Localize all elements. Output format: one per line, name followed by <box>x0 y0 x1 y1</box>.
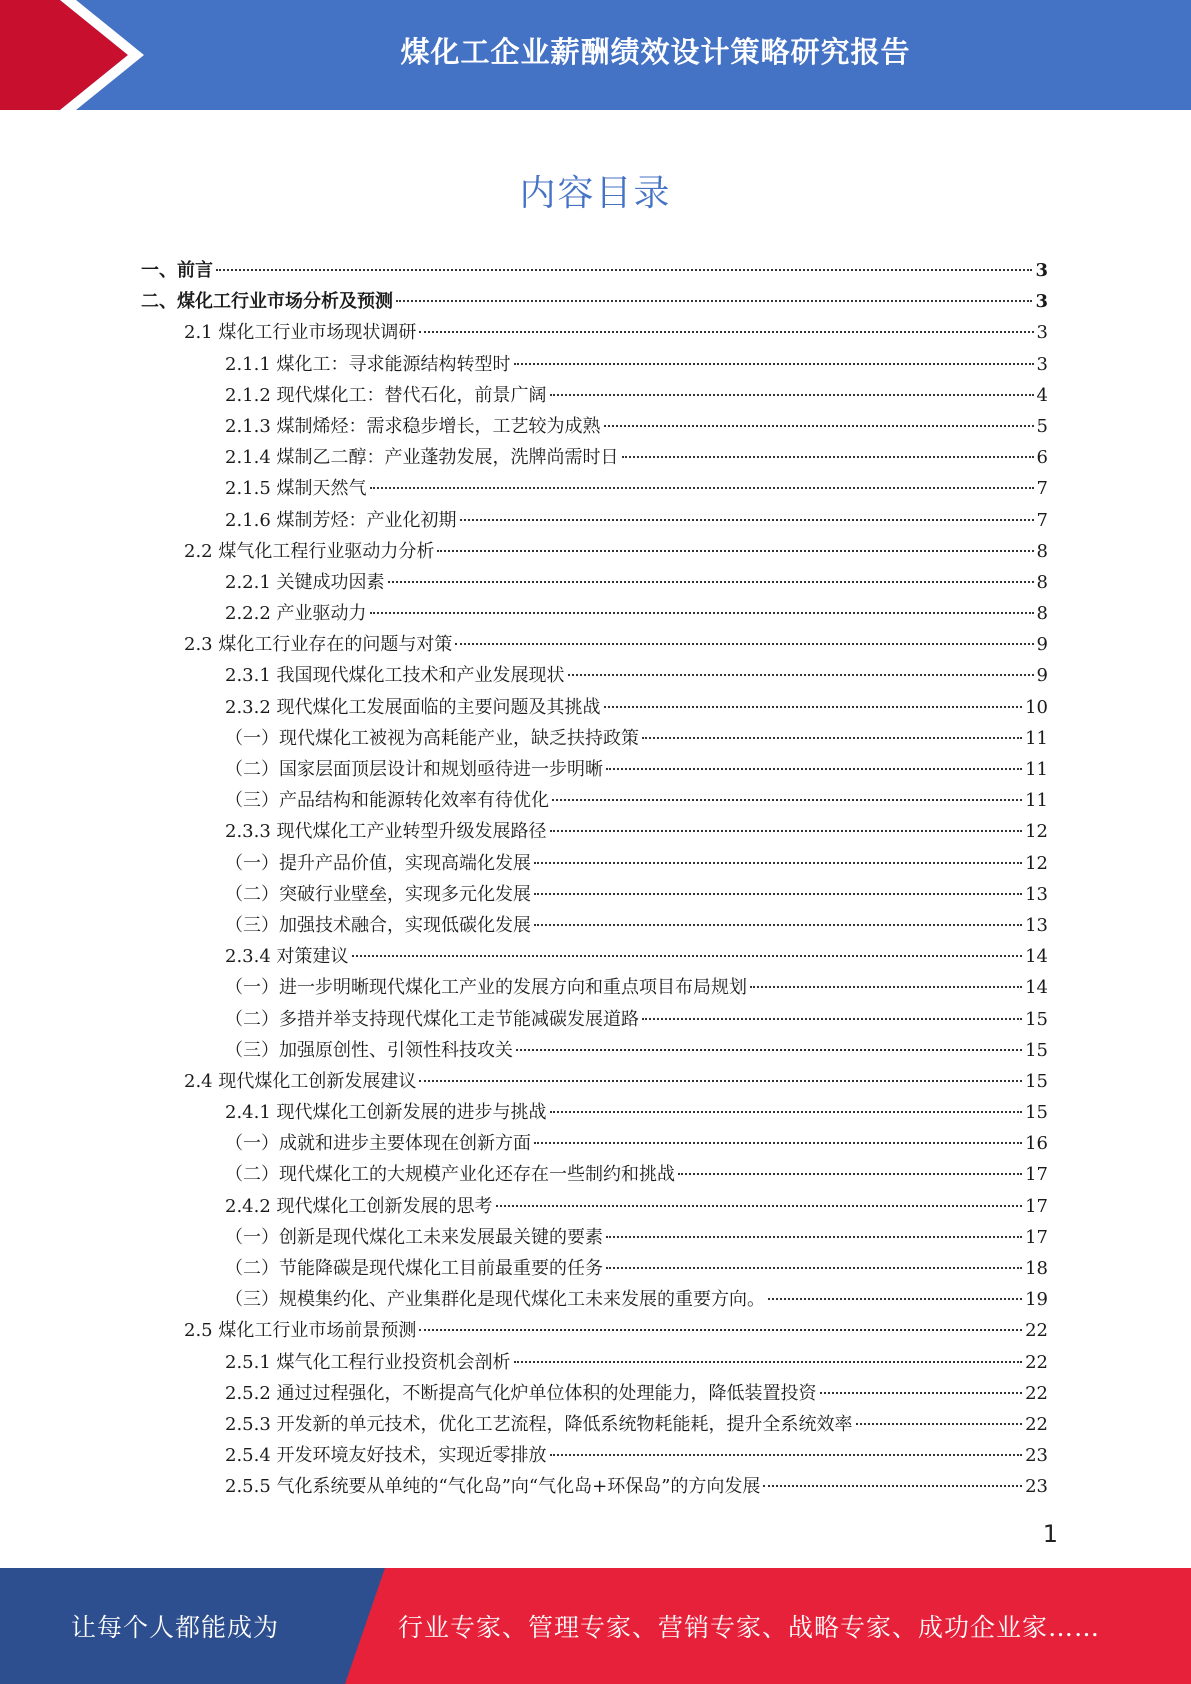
toc-leader-dots <box>642 737 1022 739</box>
toc-entry-label: （二）现代煤化工的大规模产业化还存在一些制约和挑战 <box>225 1164 675 1186</box>
toc-entry-page: 11 <box>1025 727 1048 749</box>
toc-leader-dots <box>622 456 1034 458</box>
toc-entry-label: 2.3.1 我国现代煤化工技术和产业发展现状 <box>225 665 565 687</box>
toc-leader-dots <box>534 862 1022 864</box>
toc-entry[interactable] <box>141 536 1048 567</box>
page-number: 1 <box>1042 1520 1058 1548</box>
toc-entry[interactable] <box>141 1284 1048 1315</box>
toc-entry[interactable] <box>141 1253 1048 1284</box>
toc-entry[interactable] <box>141 1440 1048 1471</box>
toc-entry[interactable] <box>141 910 1048 941</box>
toc-entry[interactable] <box>141 972 1048 1003</box>
toc-leader-dots <box>388 581 1034 583</box>
toc-entry-label: 2.1.6 煤制芳烃：产业化初期 <box>225 509 457 531</box>
toc-entry[interactable] <box>141 1066 1048 1097</box>
toc-leader-dots <box>352 955 1023 957</box>
toc-entry-page: 7 <box>1036 509 1048 531</box>
toc-entry[interactable] <box>141 1097 1048 1128</box>
toc-entry[interactable] <box>141 1409 1048 1440</box>
toc-entry-label: （一）成就和进步主要体现在创新方面 <box>225 1133 531 1155</box>
toc-entry-page: 13 <box>1025 883 1048 905</box>
toc-leader-dots <box>216 269 1032 271</box>
toc-entry-label: 2.4.2 现代煤化工创新发展的思考 <box>225 1195 493 1217</box>
toc-entry[interactable] <box>141 1315 1048 1346</box>
toc-entry-page: 18 <box>1025 1258 1048 1279</box>
toc-entry[interactable] <box>141 660 1048 691</box>
toc-entry-label: 2.2.1 关键成功因素 <box>225 571 385 593</box>
toc-entry[interactable] <box>141 380 1048 411</box>
toc-entry-label: 2.1.3 煤制烯烃：需求稳步增长，工艺较为成熟 <box>225 415 601 437</box>
toc-entry[interactable] <box>141 723 1048 754</box>
toc-entry-page: 8 <box>1036 603 1048 625</box>
toc-entry[interactable] <box>141 941 1048 972</box>
toc-leader-dots <box>604 706 1023 708</box>
toc-entry-page: 3 <box>1036 353 1048 375</box>
toc-entry[interactable] <box>141 692 1048 723</box>
toc-entry-label: 2.3 煤化工行业存在的问题与对策 <box>184 634 453 656</box>
toc-leader-dots <box>534 893 1022 895</box>
toc-leader-dots <box>642 1018 1022 1020</box>
toc-entry-page: 22 <box>1025 1320 1048 1342</box>
toc-leader-dots <box>678 1173 1022 1175</box>
toc-leader-dots <box>606 768 1022 770</box>
toc-entry-page: 6 <box>1036 447 1048 469</box>
toc-leader-dots <box>370 612 1034 614</box>
toc-entry-page: 4 <box>1036 384 1048 406</box>
toc-entry[interactable] <box>141 286 1048 317</box>
toc-entry-label: （三）规模集约化、产业集群化是现代煤化工未来发展的重要方向。 <box>225 1289 765 1311</box>
toc-entry[interactable] <box>141 754 1048 785</box>
toc-entry-label: 一、前言 <box>141 260 213 281</box>
toc-entry[interactable] <box>141 879 1048 910</box>
toc-leader-dots <box>768 1298 1022 1300</box>
toc-entry[interactable] <box>141 505 1048 536</box>
toc-leader-dots <box>568 674 1034 676</box>
toc-entry-label: 2.5.3 开发新的单元技术，优化工艺流程，降低系统物耗能耗，提升全系统效率 <box>225 1413 853 1435</box>
toc-entry-page: 8 <box>1036 540 1048 562</box>
toc-leader-dots <box>419 1080 1022 1082</box>
toc-leader-dots <box>550 830 1023 832</box>
toc-entry-page: 15 <box>1025 1039 1048 1061</box>
toc-entry-label: 2.3.4 对策建议 <box>225 946 349 968</box>
toc-entry-label: 2.4 现代煤化工创新发展建议 <box>184 1070 417 1092</box>
toc-entry-label: 2.2.2 产业驱动力 <box>225 603 367 625</box>
toc-entry-label: 2.5.1 煤气化工程行业投资机会剖析 <box>225 1351 511 1373</box>
toc-entry-label: （一）现代煤化工被视为高耗能产业，缺乏扶持政策 <box>225 727 639 749</box>
toc-entry[interactable] <box>141 629 1048 660</box>
toc-entry[interactable] <box>141 1471 1048 1502</box>
toc-leader-dots <box>856 1423 1023 1425</box>
toc-entry-label: 2.5.2 通过过程强化，不断提高气化炉单位体积的处理能力，降低装置投资 <box>225 1382 817 1404</box>
toc-entry-label: 2.1.2 现代煤化工：替代石化，前景广阔 <box>225 384 547 406</box>
toc-entry-label: （三）加强技术融合，实现低碳化发展 <box>225 914 531 936</box>
toc-entry-page: 12 <box>1025 852 1048 874</box>
toc-entry-page: 15 <box>1025 1008 1048 1030</box>
toc-leader-dots <box>534 924 1022 926</box>
toc-entry[interactable] <box>141 1159 1048 1190</box>
toc-entry-label: 2.5 煤化工行业市场前景预测 <box>184 1320 417 1342</box>
toc-entry[interactable] <box>141 473 1048 504</box>
toc-entry-label: 2.1.4 煤制乙二醇：产业蓬勃发展，洗牌尚需时日 <box>225 447 619 469</box>
toc-entry-page: 13 <box>1025 914 1048 936</box>
toc-entry[interactable] <box>141 411 1048 442</box>
toc-entry-page: 15 <box>1025 1102 1048 1124</box>
toc-heading: 内容目录 <box>519 173 672 214</box>
toc-entry-label: （二）节能降碳是现代煤化工目前最重要的任务 <box>225 1258 603 1279</box>
toc-entry-label: 2.1 煤化工行业市场现状调研 <box>184 322 417 344</box>
table-of-contents <box>141 255 1048 1503</box>
toc-entry-label: 2.1.5 煤制天然气 <box>225 478 367 500</box>
toc-entry[interactable] <box>141 349 1048 380</box>
toc-entry-page: 17 <box>1025 1164 1048 1186</box>
toc-leader-dots <box>550 1111 1023 1113</box>
toc-leader-dots <box>419 331 1033 333</box>
toc-entry[interactable] <box>141 442 1048 473</box>
toc-leader-dots <box>552 799 1022 801</box>
toc-entry-page: 23 <box>1025 1476 1048 1498</box>
toc-leader-dots <box>514 1361 1023 1363</box>
toc-entry-label: 2.5.5 气化系统要从单纯的“气化岛”向“气化岛+环保岛”的方向发展 <box>225 1476 761 1498</box>
toc-entry-label: 2.2 煤气化工程行业驱动力分析 <box>184 540 435 562</box>
toc-entry[interactable] <box>141 255 1048 286</box>
toc-entry[interactable] <box>141 1191 1048 1222</box>
toc-leader-dots <box>750 986 1022 988</box>
toc-entry-label: （二）国家层面顶层设计和规划亟待进一步明晰 <box>225 759 603 780</box>
toc-entry-label: （一）提升产品价值，实现高端化发展 <box>225 852 531 874</box>
footer-slogan-left: 让每个人都能成为 <box>70 1613 279 1642</box>
toc-leader-dots <box>606 1267 1022 1269</box>
toc-entry-page: 3 <box>1035 260 1048 281</box>
toc-entry[interactable] <box>141 1347 1048 1378</box>
toc-leader-dots <box>604 425 1034 427</box>
toc-entry[interactable] <box>141 1035 1048 1066</box>
toc-leader-dots <box>460 519 1034 521</box>
toc-entry[interactable] <box>141 785 1048 816</box>
toc-entry-label: 2.1.1 煤化工：寻求能源结构转型时 <box>225 353 511 375</box>
toc-entry[interactable] <box>141 598 1048 629</box>
toc-leader-dots <box>550 394 1034 396</box>
toc-leader-dots <box>370 487 1034 489</box>
toc-leader-dots <box>516 1049 1022 1051</box>
toc-entry-page: 17 <box>1025 1195 1048 1217</box>
toc-entry-page: 14 <box>1025 977 1048 999</box>
toc-leader-dots <box>820 1392 1023 1394</box>
toc-leader-dots <box>496 1205 1023 1207</box>
toc-leader-dots <box>437 550 1033 552</box>
toc-entry-label: （三）加强原创性、引领性科技攻关 <box>225 1039 513 1061</box>
toc-entry-page: 12 <box>1025 821 1048 843</box>
toc-entry-label: 2.4.1 现代煤化工创新发展的进步与挑战 <box>225 1102 547 1124</box>
page-header <box>0 0 1191 110</box>
toc-entry-page: 19 <box>1025 1289 1048 1311</box>
footer-slogan-right: 行业专家、管理专家、营销专家、战略专家、成功企业家…… <box>398 1613 1101 1642</box>
toc-entry-page: 22 <box>1025 1382 1048 1404</box>
toc-entry-page: 22 <box>1025 1351 1048 1373</box>
toc-entry-label: 2.3.3 现代煤化工产业转型升级发展路径 <box>225 821 547 843</box>
toc-entry-page: 15 <box>1025 1070 1048 1092</box>
page-footer <box>0 1568 1191 1684</box>
toc-leader-dots <box>606 1236 1022 1238</box>
toc-entry[interactable] <box>141 567 1048 598</box>
toc-leader-dots <box>550 1454 1023 1456</box>
toc-entry-page: 22 <box>1025 1413 1048 1435</box>
toc-leader-dots <box>763 1485 1022 1487</box>
toc-entry-page: 9 <box>1036 634 1048 656</box>
toc-entry[interactable] <box>141 816 1048 847</box>
toc-entry-page: 23 <box>1025 1445 1048 1467</box>
header-chevron-decoration <box>0 0 160 110</box>
toc-entry-page: 3 <box>1035 291 1048 313</box>
toc-entry-page: 11 <box>1025 759 1048 780</box>
toc-entry-label: 2.5.4 开发环境友好技术，实现近零排放 <box>225 1445 547 1467</box>
toc-entry-label: 2.3.2 现代煤化工发展面临的主要问题及其挑战 <box>225 696 601 718</box>
toc-entry-page: 3 <box>1036 322 1048 344</box>
toc-leader-dots <box>534 1142 1022 1144</box>
toc-entry-label: （一）进一步明晰现代煤化工产业的发展方向和重点项目布局规划 <box>225 977 747 999</box>
toc-entry-page: 17 <box>1025 1226 1048 1248</box>
toc-entry[interactable] <box>141 1128 1048 1159</box>
toc-entry-page: 16 <box>1025 1133 1048 1155</box>
toc-entry[interactable] <box>141 317 1048 348</box>
toc-entry-page: 9 <box>1036 665 1048 687</box>
toc-entry-label: （三）产品结构和能源转化效率有待优化 <box>225 790 549 812</box>
toc-leader-dots <box>455 643 1033 645</box>
toc-entry[interactable] <box>141 1222 1048 1253</box>
toc-entry-label: （二）多措并举支持现代煤化工走节能减碳发展道路 <box>225 1008 639 1030</box>
toc-entry[interactable] <box>141 1004 1048 1035</box>
toc-entry-page: 7 <box>1036 478 1048 500</box>
toc-entry-page: 5 <box>1036 415 1048 437</box>
toc-leader-dots <box>396 300 1032 302</box>
toc-entry[interactable] <box>141 848 1048 879</box>
toc-entry-label: （一）创新是现代煤化工未来发展最关键的要素 <box>225 1226 603 1248</box>
toc-leader-dots <box>419 1329 1022 1331</box>
toc-entry-page: 10 <box>1025 696 1048 718</box>
toc-entry[interactable] <box>141 1378 1048 1409</box>
toc-entry-page: 8 <box>1036 571 1048 593</box>
toc-leader-dots <box>514 363 1034 365</box>
report-title: 煤化工企业薪酬绩效设计策略研究报告 <box>400 34 911 69</box>
toc-entry-page: 14 <box>1025 946 1048 968</box>
toc-entry-label: （二）突破行业壁垒，实现多元化发展 <box>225 883 531 905</box>
toc-entry-page: 11 <box>1025 790 1048 812</box>
toc-entry-label: 二、煤化工行业市场分析及预测 <box>141 291 393 313</box>
